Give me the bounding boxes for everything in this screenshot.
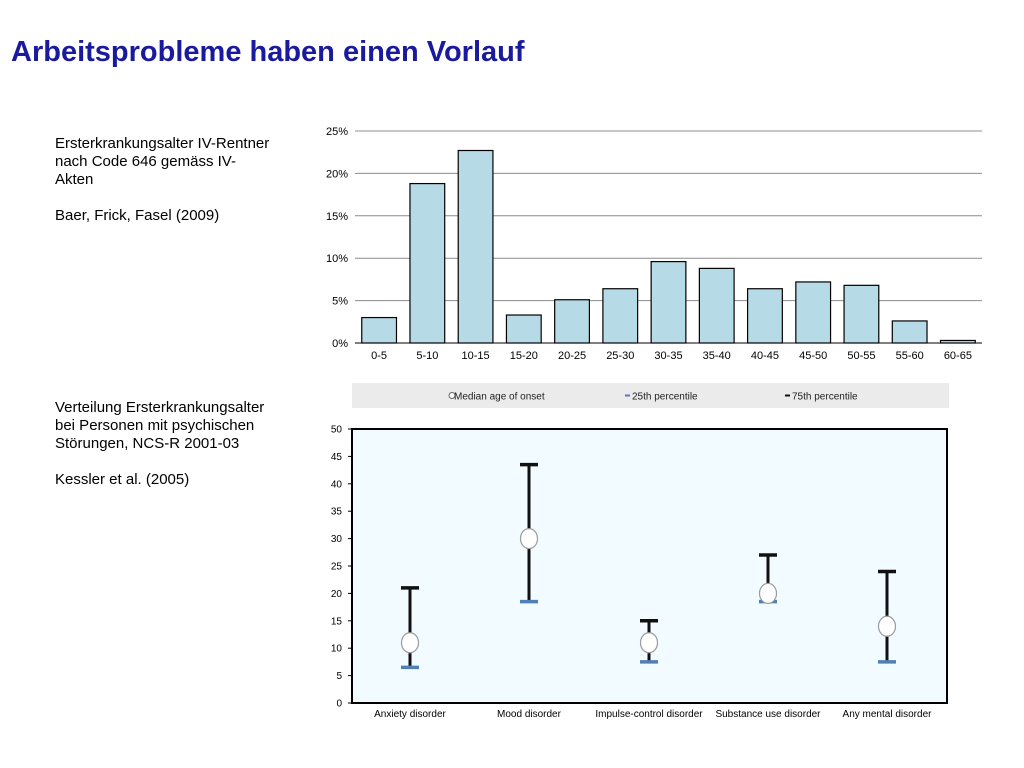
x-tick-label: Anxiety disorder: [374, 709, 446, 720]
y-tick-label: 10: [330, 643, 342, 655]
bar: [506, 315, 541, 343]
x-tick-label: 10-15: [461, 350, 490, 362]
y-tick-label: 15: [330, 616, 342, 628]
median-marker: [521, 529, 538, 549]
x-tick-label: 15-20: [509, 350, 538, 362]
x-tick-label: 55-60: [895, 350, 924, 362]
x-tick-label: 40-45: [750, 350, 780, 362]
x-tick-label: 35-40: [702, 350, 731, 362]
y-tick-label: 10%: [325, 253, 348, 266]
median-marker: [641, 633, 658, 653]
panel1-desc-line: Akten: [55, 171, 94, 188]
panel2-desc-line: bei Personen mit psychischen: [55, 417, 255, 434]
y-tick-label: 20%: [325, 168, 348, 181]
panel2-desc-line: Störungen, NCS-R 2001-03: [55, 435, 240, 452]
legend-label: 75th percentile: [792, 391, 858, 403]
x-tick-label: Any mental disorder: [842, 709, 932, 720]
x-tick-label: 25-30: [606, 350, 635, 362]
bar: [410, 184, 445, 343]
y-tick-label: 50: [330, 424, 342, 436]
x-tick-label: Impulse-control disorder: [595, 709, 703, 720]
bar-chart: [326, 126, 982, 362]
y-tick-label: 20: [330, 588, 342, 600]
bar: [651, 262, 686, 343]
x-tick-label: 60-65: [943, 350, 972, 362]
x-tick-label: 5-10: [416, 350, 439, 362]
bar: [603, 289, 638, 343]
panel2-citation: Kessler et al. (2005): [55, 471, 190, 488]
y-tick-label: 35: [330, 506, 342, 518]
panel1-citation: Baer, Frick, Fasel (2009): [55, 207, 220, 224]
y-tick-label: 5%: [332, 295, 348, 308]
page-title: Arbeitsprobleme haben einen Vorlauf: [11, 36, 525, 68]
legend-label: 25th percentile: [632, 391, 698, 403]
x-tick-label: Mood disorder: [497, 709, 561, 720]
bar: [699, 268, 734, 343]
legend-label: Median age of onset: [454, 391, 545, 403]
x-tick-label: 30-35: [654, 350, 683, 362]
bar: [555, 300, 590, 343]
bar: [796, 282, 831, 343]
y-tick-label: 0: [336, 698, 342, 710]
x-tick-label: 45-50: [799, 350, 828, 362]
range-chart: [331, 383, 949, 720]
y-tick-label: 45: [330, 451, 342, 463]
bar: [748, 289, 783, 343]
y-tick-label: 40: [330, 479, 342, 491]
median-marker: [879, 616, 896, 636]
median-marker: [760, 583, 777, 603]
y-tick-label: 0%: [332, 338, 348, 350]
y-tick-label: 25%: [325, 126, 348, 138]
x-tick-label: 0-5: [371, 350, 388, 362]
bar: [362, 318, 397, 343]
panel1-desc-line: nach Code 646 gemäss IV-: [55, 153, 236, 170]
y-tick-label: 25: [330, 561, 342, 573]
bar: [844, 285, 879, 343]
panel1-desc-line: Ersterkrankungsalter IV-Rentner: [55, 135, 270, 152]
y-tick-label: 15%: [325, 210, 348, 223]
x-tick-label: Substance use disorder: [715, 709, 821, 720]
bar: [892, 321, 927, 343]
x-tick-label: 20-25: [557, 350, 587, 362]
panel2-desc-line: Verteilung Ersterkrankungsalter: [55, 399, 265, 416]
y-tick-label: 30: [330, 534, 342, 546]
y-tick-label: 5: [336, 671, 342, 683]
x-tick-label: 50-55: [847, 350, 876, 362]
bar: [458, 151, 493, 343]
median-marker: [402, 633, 419, 653]
